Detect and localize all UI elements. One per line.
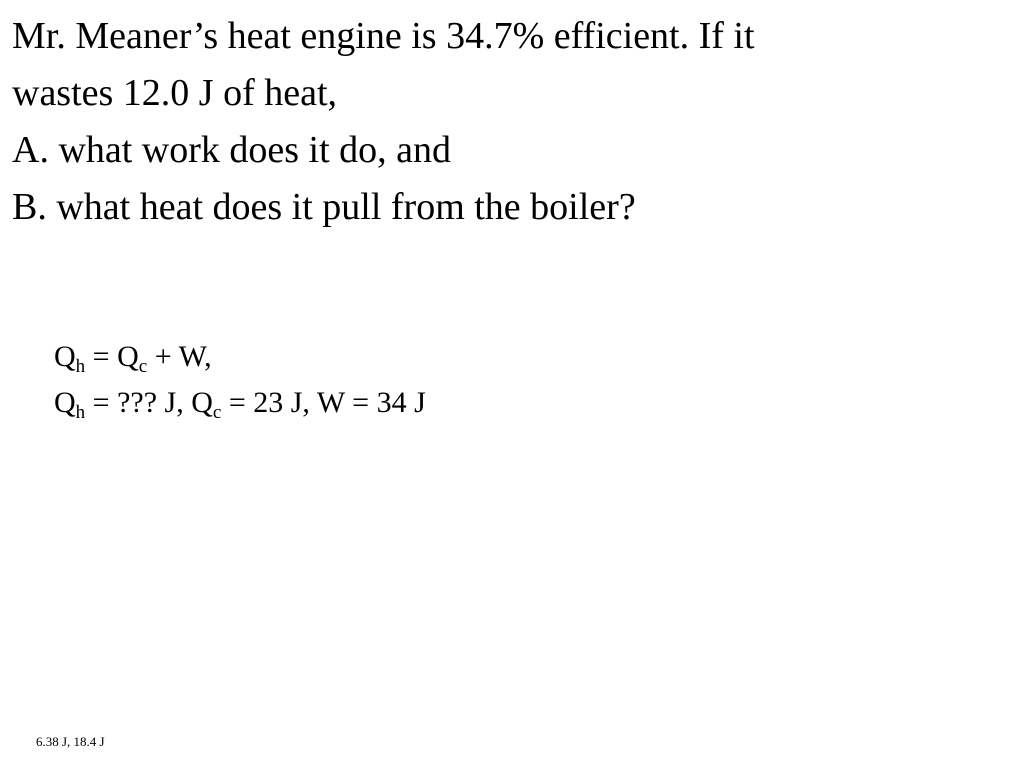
equation-text: + W, (147, 340, 212, 373)
symbol-q: Q (54, 386, 76, 419)
equation-energy-balance (54, 334, 426, 380)
equation-text: = Q (85, 340, 139, 373)
problem-statement (12, 8, 1012, 236)
problem-line-1: Mr. Meaner’s heat engine is 34.7% efficient. If it (12, 15, 755, 57)
equation-values (54, 380, 426, 426)
problem-part-b: B. what heat does it pull from the boiler? (12, 186, 636, 228)
problem-part-a: A. what work does it do, and (12, 129, 452, 171)
subscript-h: h (75, 402, 86, 423)
symbol-q: Q (54, 340, 76, 373)
answer-key: 6.38 J, 18.4 J (36, 734, 105, 749)
equations-block (54, 334, 426, 426)
equation-text: = ??? J, Q (85, 386, 213, 419)
subscript-h: h (75, 356, 86, 377)
equation-text: = 23 J, W = 34 J (221, 386, 426, 419)
problem-line-2: wastes 12.0 J of heat, (12, 72, 338, 114)
subscript-c: c (138, 356, 148, 377)
subscript-c: c (212, 402, 222, 423)
